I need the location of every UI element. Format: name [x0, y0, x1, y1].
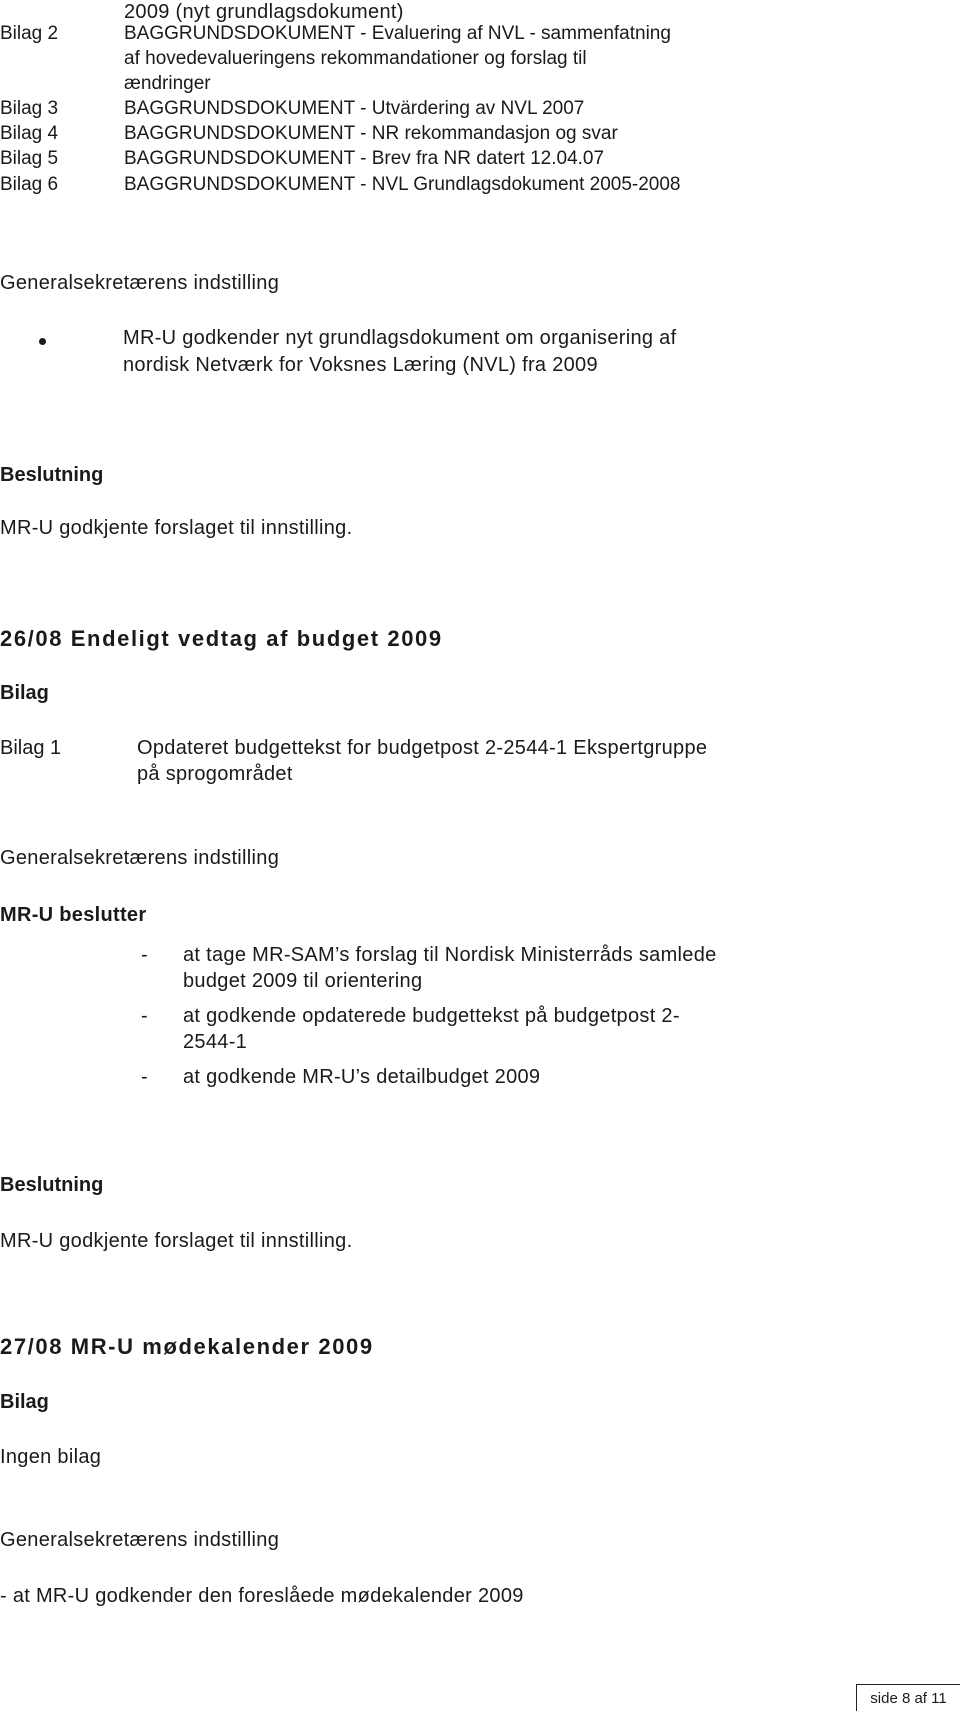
list-dash: -	[141, 944, 148, 966]
attachment-desc-line: ændringer	[124, 73, 211, 94]
decision-text: MR-U godkjente forslaget til innstilling.	[0, 1230, 353, 1252]
attachment-desc-line: på sprogområdet	[137, 763, 293, 785]
attachment-desc-line: BAGGRUNDSDOKUMENT - NR rekommandasjon og svar	[124, 123, 618, 144]
attachment-desc-line: BAGGRUNDSDOKUMENT - Utvärdering av NVL 2007	[124, 98, 585, 119]
attachment-label: Bilag 2	[0, 23, 59, 44]
list-item-line: at tage MR-SAM’s forslag til Nordisk Ministerråds samlede	[183, 944, 717, 966]
list-dash: -	[141, 1005, 148, 1027]
attachment-text: Ingen bilag	[0, 1446, 102, 1468]
attachment-desc-line: BAGGRUNDSDOKUMENT - Evaluering af NVL - sammenfatning	[124, 23, 671, 44]
attachment-desc-line: af hovedevalueringens rekommandationer og forslag til	[124, 48, 587, 69]
recommendation-heading: Generalsekretærens indstilling	[0, 272, 280, 294]
recommendation-line: nordisk Netværk for Voksnes Læring (NVL) fra 2009	[123, 354, 598, 376]
attachment-label: Bilag 4	[0, 123, 59, 144]
resolves-heading: MR-U beslutter	[0, 904, 147, 926]
section-title: 27/08 MR-U mødekalender 2009	[0, 1334, 374, 1359]
attachment-label: Bilag 5	[0, 148, 59, 169]
attachments-heading: Bilag	[0, 1391, 49, 1413]
recommendation-line: MR-U godkender nyt grundlagsdokument om organisering af	[123, 327, 677, 349]
attachments-heading: Bilag	[0, 682, 49, 704]
attachment-label: Bilag 6	[0, 174, 59, 195]
list-dash: -	[141, 1066, 148, 1088]
attachment-desc-line: BAGGRUNDSDOKUMENT - NVL Grundlagsdokument 2005-2008	[124, 174, 681, 195]
bullet-icon	[39, 338, 46, 345]
attachment-desc-line: BAGGRUNDSDOKUMENT - Brev fra NR datert 12.04.07	[124, 148, 605, 169]
list-item-line: at godkende opdaterede budgettekst på budgetpost 2-	[183, 1005, 680, 1027]
list-item-line: budget 2009 til orientering	[183, 970, 423, 992]
attachment-label: Bilag 3	[0, 98, 59, 119]
decision-heading: Beslutning	[0, 1174, 104, 1196]
recommendation-text: - at MR-U godkender den foreslåede mødekalender 2009	[0, 1585, 524, 1607]
list-item-line: at godkende MR-U’s detailbudget 2009	[183, 1066, 541, 1088]
section-title: 26/08 Endeligt vedtag af budget 2009	[0, 626, 443, 651]
recommendation-heading: Generalsekretærens indstilling	[0, 847, 280, 869]
list-item-line: 2544-1	[183, 1031, 248, 1053]
attachment-desc-line: Opdateret budgettekst for budgetpost 2-2544-1 Ekspertgruppe	[137, 737, 708, 759]
decision-heading: Beslutning	[0, 464, 104, 486]
page-number: side 8 af 11	[856, 1684, 960, 1711]
recommendation-heading: Generalsekretærens indstilling	[0, 1529, 280, 1551]
decision-text: MR-U godkjente forslaget til innstilling.	[0, 517, 353, 539]
attachment-continuation: 2009 (nyt grundlagsdokument)	[124, 1, 404, 23]
attachment-label: Bilag 1	[0, 737, 62, 759]
